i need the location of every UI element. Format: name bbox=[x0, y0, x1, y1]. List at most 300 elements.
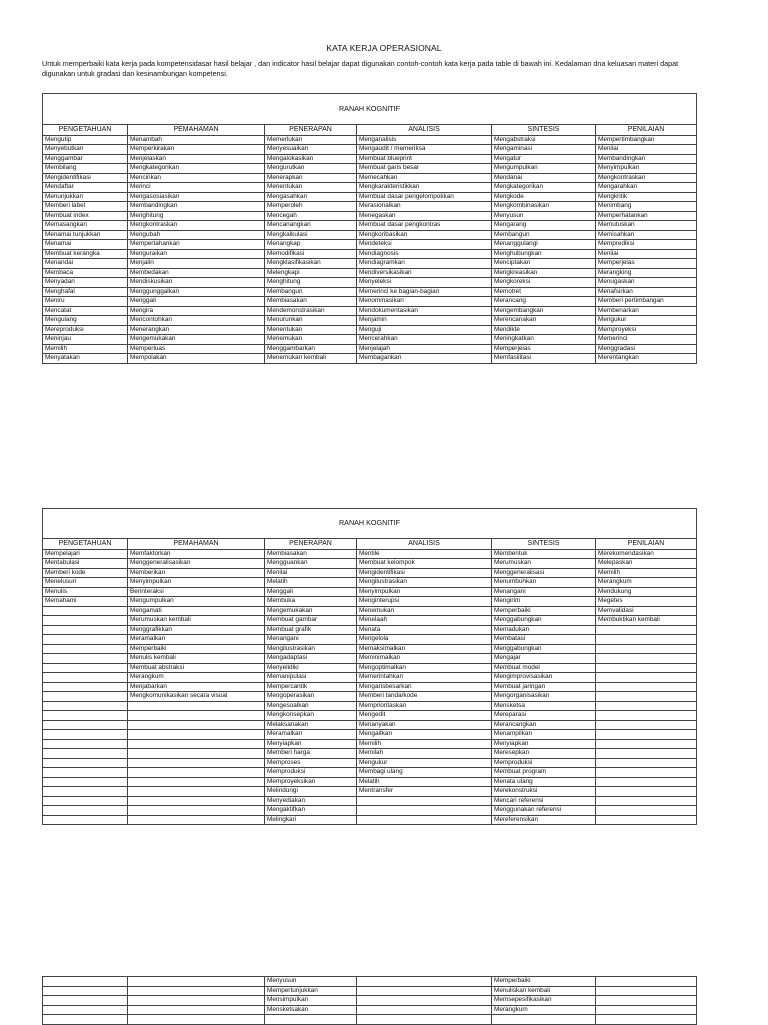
table-cell: Mengkarakteristikkan bbox=[357, 183, 492, 193]
table-cell bbox=[43, 701, 128, 711]
column-header: SINTESIS bbox=[492, 125, 596, 136]
table-cell: Membuat garis besar bbox=[357, 164, 492, 174]
table-cell bbox=[596, 701, 697, 711]
table-cell: Menggeneralisasikan bbox=[128, 559, 265, 569]
table-cell: Mengamati bbox=[128, 606, 265, 616]
table-cell: Memperluas bbox=[128, 344, 265, 354]
table-cell: Menimbang bbox=[596, 202, 697, 212]
table-cell: Merekomendasikan bbox=[596, 549, 697, 559]
table-cell: Mengkoribasikan bbox=[357, 230, 492, 240]
table-cell bbox=[596, 711, 697, 721]
table-cell: Mereferensikan bbox=[492, 815, 596, 825]
table-row bbox=[43, 183, 697, 193]
table-cell: Memperkirakan bbox=[128, 145, 265, 155]
table-cell: Memproses bbox=[265, 758, 357, 768]
table-cell bbox=[128, 730, 265, 740]
table-cell: Menghubungkan bbox=[492, 249, 596, 259]
table-cell bbox=[128, 806, 265, 816]
table-cell: Melatih bbox=[357, 777, 492, 787]
table-row bbox=[43, 325, 697, 335]
table-cell: Mengarang bbox=[492, 221, 596, 231]
table-title-row bbox=[43, 94, 697, 125]
table-cell: Menguji bbox=[357, 325, 492, 335]
table-row bbox=[43, 344, 697, 354]
table-cell: Mengasahkan bbox=[265, 192, 357, 202]
table-cell bbox=[43, 815, 128, 825]
table-cell: Menggrafikkan bbox=[128, 625, 265, 635]
table-row bbox=[43, 240, 697, 250]
table-cell: Mendanai bbox=[492, 173, 596, 183]
table-cell bbox=[43, 644, 128, 654]
table-cell: Membilang bbox=[43, 164, 128, 174]
table-cell: Mengemukakan bbox=[265, 606, 357, 616]
table-cell: Menentukan bbox=[265, 183, 357, 193]
table-cell: Menggeneralisasi bbox=[492, 568, 596, 578]
table-cell: Meniru bbox=[43, 297, 128, 307]
table-row bbox=[43, 297, 697, 307]
table-cell: Mengoperasikan bbox=[265, 692, 357, 702]
table-cell: Menanyakan bbox=[357, 720, 492, 730]
table-cell: Mengarisbesarkan bbox=[357, 682, 492, 692]
table-cell: Menggali bbox=[265, 587, 357, 597]
table-cell bbox=[43, 1005, 128, 1015]
table-row bbox=[43, 135, 697, 145]
table-cell: Mengidentifikasi bbox=[43, 173, 128, 183]
table-cell: Memberi tanda/kode bbox=[357, 692, 492, 702]
table-cell: Merangkum bbox=[492, 1005, 596, 1015]
table-cell bbox=[128, 996, 265, 1006]
table-cell: Memfasilitasi bbox=[492, 354, 596, 364]
table-cell: Meminimalkan bbox=[357, 654, 492, 664]
table-cell: Mengatur bbox=[492, 154, 596, 164]
table-cell: Menumbuhkan bbox=[492, 578, 596, 588]
table-cell: Memsepesifikasikan bbox=[492, 996, 596, 1006]
table-cell: Mengkomunikasikan secara visual bbox=[128, 692, 265, 702]
table-cell bbox=[128, 701, 265, 711]
column-header: PEMAHAMAN bbox=[128, 539, 265, 550]
table-cell: Merumuskan kembali bbox=[128, 616, 265, 626]
table-cell: Mencirikan bbox=[128, 173, 265, 183]
table-cell: Mentile bbox=[357, 549, 492, 559]
table-cell: Memilih bbox=[43, 344, 128, 354]
table-cell: Merumuskan bbox=[492, 559, 596, 569]
table-cell bbox=[128, 815, 265, 825]
table-cell: Mereproduksi bbox=[43, 325, 128, 335]
table-row bbox=[43, 616, 697, 626]
table-cell bbox=[357, 996, 492, 1006]
table-row bbox=[43, 758, 697, 768]
table-row bbox=[43, 986, 697, 996]
table-cell: Memadukan bbox=[492, 625, 596, 635]
table-row bbox=[43, 815, 697, 825]
table-cell: Merentangkan bbox=[596, 354, 697, 364]
table-cell: Mentransfer bbox=[357, 787, 492, 797]
table-cell: Mengkategorikan bbox=[492, 183, 596, 193]
table-row bbox=[43, 549, 697, 559]
table-cell: Mempertahankan bbox=[128, 240, 265, 250]
table-header-row bbox=[43, 539, 697, 550]
table-cell: Menyesuaikan bbox=[265, 145, 357, 155]
column-header: PENERAPAN bbox=[265, 539, 357, 550]
table-cell: Membuat jaringan bbox=[492, 682, 596, 692]
table-cell: Mempertimbangkan bbox=[596, 135, 697, 145]
table-cell bbox=[357, 977, 492, 987]
table-cell: Mengira bbox=[128, 306, 265, 316]
table-cell: Membaca bbox=[43, 268, 128, 278]
table-row bbox=[43, 316, 697, 326]
table-row bbox=[43, 568, 697, 578]
table-cell bbox=[128, 758, 265, 768]
table-cell bbox=[357, 806, 492, 816]
table-cell: Mengkritik bbox=[596, 192, 697, 202]
table-cell: Melengkapi bbox=[265, 268, 357, 278]
table-cell: Menampilkan bbox=[492, 730, 596, 740]
table-cell: Mengilustrasikan bbox=[265, 644, 357, 654]
table-row bbox=[43, 635, 697, 645]
table-cell: Mempercantik bbox=[265, 682, 357, 692]
table-cell bbox=[596, 673, 697, 683]
table-row bbox=[43, 202, 697, 212]
table-row bbox=[43, 259, 697, 269]
table-cell: Menghitung bbox=[265, 278, 357, 288]
table-title-row bbox=[43, 509, 697, 539]
table-row bbox=[43, 701, 697, 711]
table-cell: Mendaftar bbox=[43, 183, 128, 193]
table-cell bbox=[357, 986, 492, 996]
table-cell bbox=[357, 815, 492, 825]
table-cell: Memberi harga bbox=[265, 749, 357, 759]
table-cell: Memasangkan bbox=[43, 221, 128, 231]
table-cell: Menentukan bbox=[265, 325, 357, 335]
table-cell bbox=[596, 806, 697, 816]
table-cell: Mendemonstrasikan bbox=[265, 306, 357, 316]
table-cell: Memecahkan bbox=[357, 173, 492, 183]
table-cell: Menominasikan bbox=[357, 297, 492, 307]
table-cell: Mengajar bbox=[492, 654, 596, 664]
table-cell: Mengembangkan bbox=[492, 306, 596, 316]
table-cell bbox=[596, 796, 697, 806]
table-cell: Meningkatkan bbox=[492, 335, 596, 345]
table-cell: Menerapkan bbox=[265, 173, 357, 183]
table-row bbox=[43, 268, 697, 278]
table-cell: Mengabstraksi bbox=[492, 135, 596, 145]
table-row bbox=[43, 587, 697, 597]
table-row bbox=[43, 692, 697, 702]
table-cell bbox=[43, 787, 128, 797]
table-cell bbox=[43, 749, 128, 759]
table-cell: Memperhatankan bbox=[596, 211, 697, 221]
table-cell: Menegaskan bbox=[357, 211, 492, 221]
table-row bbox=[43, 606, 697, 616]
table-cell: Mengkontraskan bbox=[596, 173, 697, 183]
table-cell: Memerlukan bbox=[265, 135, 357, 145]
table-row bbox=[43, 682, 697, 692]
table-row bbox=[43, 192, 697, 202]
table-cell: Membiasakan bbox=[265, 549, 357, 559]
table-cell: Mengurutkan bbox=[265, 164, 357, 174]
table-cell: Membuat blueprint bbox=[357, 154, 492, 164]
table-cell: Memanipulasi bbox=[265, 673, 357, 683]
table-cell: Mencontohkan bbox=[128, 316, 265, 326]
column-header: PENGETAHUAN bbox=[43, 125, 128, 136]
table-cell: Menemukan kembali bbox=[265, 354, 357, 364]
table-cell: Membuat model bbox=[492, 663, 596, 673]
table-cell: Menguraikan bbox=[128, 249, 265, 259]
table-cell: Menyusun bbox=[492, 211, 596, 221]
table-cell: Menyelidiki bbox=[265, 663, 357, 673]
table-row bbox=[43, 145, 697, 155]
table-cell: Menyatakan bbox=[43, 354, 128, 364]
table-cell: Mempelajari bbox=[43, 549, 128, 559]
table-cell: Megetes bbox=[596, 597, 697, 607]
table-cell bbox=[596, 777, 697, 787]
table-row bbox=[43, 211, 697, 221]
table-cell: Menangani bbox=[265, 635, 357, 645]
table-cell bbox=[43, 673, 128, 683]
column-header: ANALISIS bbox=[357, 125, 492, 136]
table-cell bbox=[128, 777, 265, 787]
table-cell: Membangun bbox=[492, 230, 596, 240]
table-cell bbox=[128, 986, 265, 996]
table-cell: Menciptakan bbox=[492, 259, 596, 269]
table-cell bbox=[596, 768, 697, 778]
table-cell: Meninjau bbox=[43, 335, 128, 345]
table-cell bbox=[43, 663, 128, 673]
table-row bbox=[43, 597, 697, 607]
table-cell bbox=[128, 720, 265, 730]
column-header: PENGETAHUAN bbox=[43, 539, 128, 550]
table-cell: Melatih bbox=[265, 578, 357, 588]
table-cell: Memberi kode bbox=[43, 568, 128, 578]
table-cell: Meramalkan bbox=[265, 730, 357, 740]
table-cell: Menata bbox=[357, 625, 492, 635]
table-row bbox=[43, 173, 697, 183]
table-header-row bbox=[43, 125, 697, 136]
table-cell bbox=[128, 787, 265, 797]
table-cell: Memodifikasi bbox=[265, 249, 357, 259]
table-cell: Mengirim bbox=[492, 597, 596, 607]
table-title: RANAH KOGNITIF bbox=[43, 94, 697, 125]
table-cell: Memahami bbox=[43, 597, 128, 607]
table-cell: Mendukung bbox=[596, 587, 697, 597]
table-cell: Menjamin bbox=[357, 316, 492, 326]
table-cell: Menelaah bbox=[357, 616, 492, 626]
table-cell bbox=[43, 986, 128, 996]
table-cell bbox=[128, 977, 265, 987]
table-cell bbox=[128, 749, 265, 759]
table-cell: Mengubah bbox=[128, 230, 265, 240]
table-cell: Mencerahkan bbox=[357, 335, 492, 345]
table-cell bbox=[128, 1005, 265, 1015]
table-cell bbox=[43, 654, 128, 664]
table-cell: Menamai tunjukkan bbox=[43, 230, 128, 240]
table-cell: Membiasakan bbox=[265, 297, 357, 307]
table-cell bbox=[43, 711, 128, 721]
table-cell: Merangking bbox=[596, 268, 697, 278]
table-cell: Menghafal bbox=[43, 287, 128, 297]
table-cell: Menginterupsi bbox=[357, 597, 492, 607]
table-cell bbox=[357, 1005, 492, 1015]
table-row bbox=[43, 654, 697, 664]
table-cell bbox=[357, 1015, 492, 1025]
table-cell: Mengadaptasi bbox=[265, 654, 357, 664]
table-row bbox=[43, 559, 697, 569]
table-cell: Merekonstruksi bbox=[492, 787, 596, 797]
table-cell: Memvalidasi bbox=[596, 606, 697, 616]
table-cell: Mengkalkulasi bbox=[265, 230, 357, 240]
table-cell bbox=[128, 768, 265, 778]
table-row bbox=[43, 306, 697, 316]
table-cell bbox=[265, 1015, 357, 1025]
table-cell: Mencari referensi bbox=[492, 796, 596, 806]
column-header: PEMAHAMAN bbox=[128, 125, 265, 136]
table-cell: Membuat dasar pengelompokkan bbox=[357, 192, 492, 202]
table-cell: Memproyeksikan bbox=[265, 777, 357, 787]
table-cell bbox=[43, 806, 128, 816]
table-cell bbox=[596, 996, 697, 1006]
table-cell: Menandai bbox=[43, 259, 128, 269]
table-cell: Membandingkan bbox=[596, 154, 697, 164]
table-row bbox=[43, 996, 697, 1006]
table-cell: Menemukan bbox=[265, 335, 357, 345]
table-cell: Menilai bbox=[596, 249, 697, 259]
table-cell: Memperbaiki bbox=[492, 606, 596, 616]
table-cell: Mengukur bbox=[357, 758, 492, 768]
table-cell: Menjabarkan bbox=[128, 682, 265, 692]
table-cell: Membuat grafik bbox=[265, 625, 357, 635]
table-cell bbox=[43, 996, 128, 1006]
table-cell: Menggradasi bbox=[596, 344, 697, 354]
table-row bbox=[43, 164, 697, 174]
table-cell: Membagi ulang bbox=[357, 768, 492, 778]
table-row bbox=[43, 720, 697, 730]
table-cell: Memerinci ke bagian-bagian bbox=[357, 287, 492, 297]
table-cell: Mengkombinasikan bbox=[492, 202, 596, 212]
table-cell: Mengaktifkan bbox=[265, 806, 357, 816]
table-row bbox=[43, 796, 697, 806]
table-cell: Menjelaskan bbox=[128, 154, 265, 164]
table-cell: Menugaskan bbox=[596, 278, 697, 288]
table-cell bbox=[596, 739, 697, 749]
table-cell: Mencanangkan bbox=[265, 221, 357, 231]
table-cell: Menambah bbox=[128, 135, 265, 145]
table-cell: Mengaitkan bbox=[357, 730, 492, 740]
table-cell: Menangani bbox=[492, 587, 596, 597]
table-row bbox=[43, 278, 697, 288]
table-cell: Mendiagramkan bbox=[357, 259, 492, 269]
table-cell: Mengilustrasikan bbox=[357, 578, 492, 588]
table-cell: Mengkoreksi bbox=[492, 278, 596, 288]
table-cell: Memutuskan bbox=[596, 221, 697, 231]
table-cell: Membuat index bbox=[43, 211, 128, 221]
table-cell: Menyadari bbox=[43, 278, 128, 288]
table-cell: Mengkonsepkan bbox=[265, 711, 357, 721]
table-cell: Merinci bbox=[128, 183, 265, 193]
table-row bbox=[43, 154, 697, 164]
table-cell: Memperjelas bbox=[596, 259, 697, 269]
table-cell: Membuat program bbox=[492, 768, 596, 778]
table-cell: Menurunkan bbox=[265, 316, 357, 326]
table-cell bbox=[596, 787, 697, 797]
table-cell: Mengukur bbox=[596, 316, 697, 326]
table-cell: Memfaktorkan bbox=[128, 549, 265, 559]
table-cell: Mensketsakan bbox=[265, 1005, 357, 1015]
table-cell: Membuat dasar pengkontras bbox=[357, 221, 492, 231]
table-cell: Mendeteksi bbox=[357, 240, 492, 250]
table-cell: Membuka bbox=[265, 597, 357, 607]
table-row bbox=[43, 287, 697, 297]
column-header: PENILAIAN bbox=[596, 125, 697, 136]
table-cell: Mencatat bbox=[43, 306, 128, 316]
table-cell bbox=[43, 1015, 128, 1025]
table-cell: Memproduksi bbox=[265, 768, 357, 778]
table-cell: Membuat kelompok bbox=[357, 559, 492, 569]
table-row bbox=[43, 663, 697, 673]
table-row bbox=[43, 806, 697, 816]
table-cell: Memerintahkan bbox=[357, 673, 492, 683]
table-cell: Mendiversikasikan bbox=[357, 268, 492, 278]
table-cell: Mengkontraskan bbox=[128, 221, 265, 231]
table-cell: Menangkap bbox=[265, 240, 357, 250]
table-row bbox=[43, 739, 697, 749]
table-cell: Menyeleksi bbox=[357, 278, 492, 288]
table-cell: Mengutip bbox=[43, 135, 128, 145]
table-cell: Menyediakan bbox=[265, 796, 357, 806]
table-cell: Mendokumentasikan bbox=[357, 306, 492, 316]
table-cell: Mempolakan bbox=[128, 354, 265, 364]
table-cell: Menyiapkan bbox=[492, 739, 596, 749]
table-cell: Mendiskusikan bbox=[128, 278, 265, 288]
table-cell bbox=[492, 1015, 596, 1025]
table-cell: Memerinci bbox=[596, 335, 697, 345]
table-cell: Mengidentifikasi bbox=[357, 568, 492, 578]
table-cell bbox=[596, 635, 697, 645]
table-cell: Memperbaiki bbox=[492, 977, 596, 987]
table-cell bbox=[43, 692, 128, 702]
table-row bbox=[43, 625, 697, 635]
table-cell: Merancangkan bbox=[492, 720, 596, 730]
table-cell: Membentuk bbox=[492, 549, 596, 559]
table-cell: Menggabungkan bbox=[492, 644, 596, 654]
table-cell: Memproduksi bbox=[492, 758, 596, 768]
table-cell bbox=[357, 796, 492, 806]
table-cell: Menjalin bbox=[128, 259, 265, 269]
table-cell: Mensimpulkan bbox=[265, 996, 357, 1006]
table-cell: Mengelola bbox=[357, 635, 492, 645]
column-header: PENILAIAN bbox=[596, 539, 697, 550]
table-cell: Mengimprovisasikan bbox=[492, 673, 596, 683]
table-cell: Menilai bbox=[596, 145, 697, 155]
table-cell: Menata ulang bbox=[492, 777, 596, 787]
table-cell: Mengkode bbox=[492, 192, 596, 202]
table-cell: Menggambar bbox=[43, 154, 128, 164]
table-row bbox=[43, 711, 697, 721]
table-cell: Menggambarkan bbox=[265, 344, 357, 354]
table-cell bbox=[43, 616, 128, 626]
table-cell: Mengumpulkan bbox=[492, 164, 596, 174]
table-cell: Menulis bbox=[43, 587, 128, 597]
table-row bbox=[43, 1015, 697, 1025]
table-cell: Menyimpulkan bbox=[128, 578, 265, 588]
table-cell: Memberikan bbox=[128, 568, 265, 578]
table-cell: Mengumpulkan bbox=[128, 597, 265, 607]
table-cell: Memotret bbox=[492, 287, 596, 297]
table-cell: Membatasi bbox=[492, 635, 596, 645]
table-row bbox=[43, 749, 697, 759]
table-cell: Meramalkan bbox=[128, 635, 265, 645]
table-cell: Merancang bbox=[492, 297, 596, 307]
table-cell: Menggali bbox=[128, 297, 265, 307]
